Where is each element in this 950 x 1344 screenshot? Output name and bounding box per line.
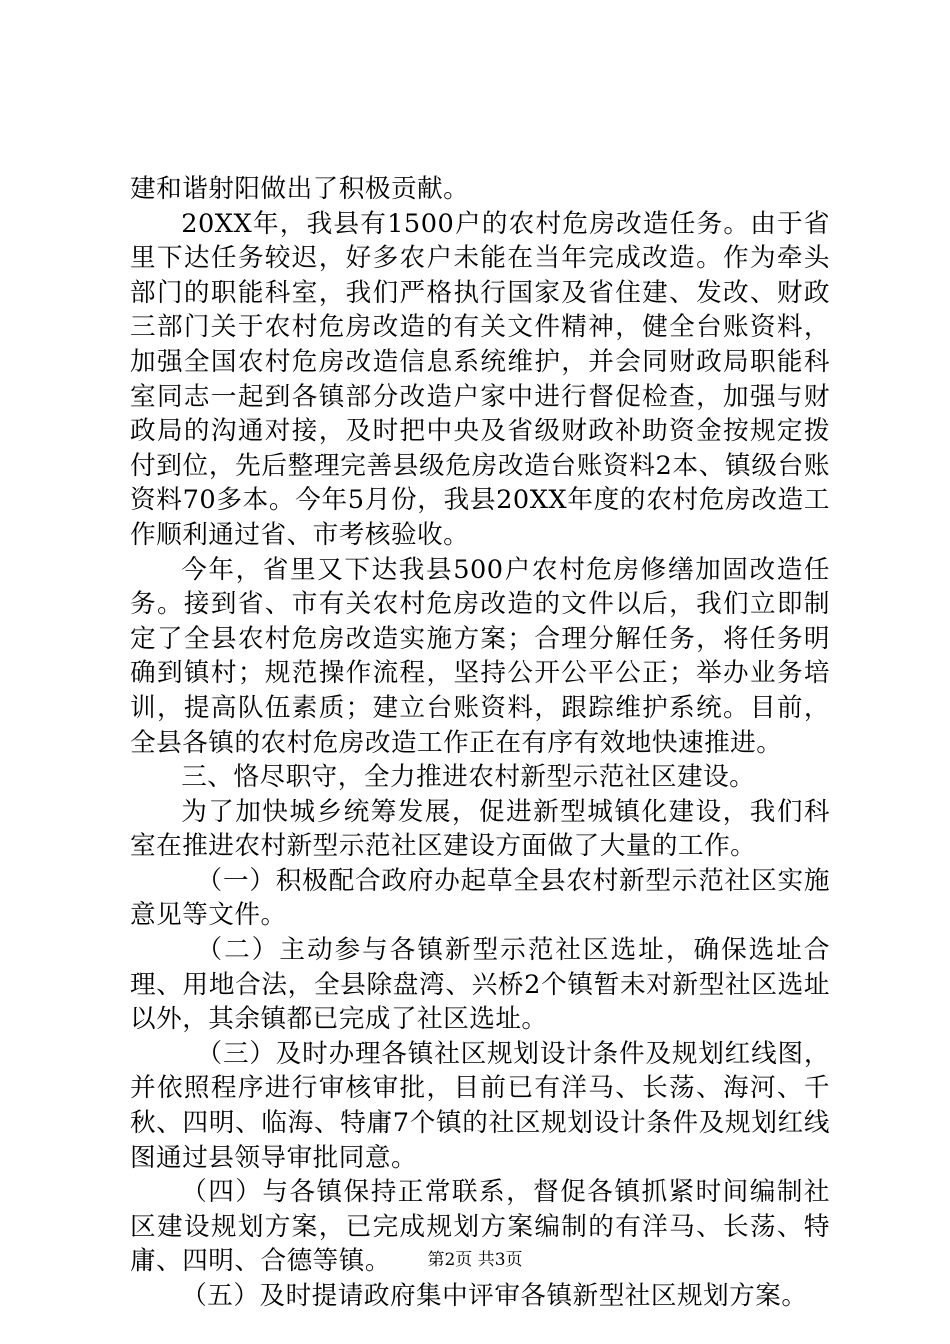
list-item-three: （三）及时办理各镇社区规划设计条件及规划红线图，并依照程序进行审核审批，目前已有洋马、长荡、海河、千秋、四明、临海、特庸7个镇的社区规划设计条件及规划红线图通过县领导审批同意。: [130, 1038, 830, 1173]
document-body: [130, 172, 830, 1314]
paragraph-community-intro: 为了加快城乡统筹发展，促进新型城镇化建设，我们科室在推进农村新型示范社区建设方面做了大量的工作。: [130, 796, 830, 862]
list-item-four: （四）与各镇保持正常联系，督促各镇抓紧时间编制社区建设规划方案，已完成规划方案编制的有洋马、长荡、特庸、四明、合德等镇。: [130, 1177, 830, 1277]
section-heading-three: 三、恪尽职守，全力推进农村新型示范社区建设。: [181, 762, 756, 793]
list-item-one: （一）积极配合政府办起草全县农村新型示范社区实施意见等文件。: [130, 865, 830, 931]
paragraph-continuation: 建和谐射阳做出了积极贡献。: [130, 174, 470, 204]
list-item-two: （二）主动参与各镇新型示范社区选址，确保选址合理、用地合法，全县除盘湾、兴桥2个镇暂未对新型社区选址以外，其余镇都已完成了社区选址。: [130, 935, 830, 1035]
paragraph-housing-renovation-this-year: 今年，省里又下达我县500户农村危房修缮加固改造任务。接到省、市有关农村危房改造的文件以后，我们立即制定了全县农村危房改造实施方案；合理分解任务，将任务明确到镇村；规范操作流程，坚持公开公平公正；举办业务培训，提高队伍素质；建立台账资料，跟踪维护系统。目前，全县各镇的农村危房改造工作正在有序有效地快速推进。: [130, 554, 830, 758]
list-item-five: （五）及时提请政府集中评审各镇新型社区规划方案。: [181, 1281, 808, 1311]
page-footer: 第2页 共3页: [427, 1250, 523, 1270]
paragraph-housing-renovation-last-year: 20XX年，我县有1500户的农村危房改造任务。由于省里下达任务较迟，好多农户未能在当年完成改造。作为牵头部门的职能科室，我们严格执行国家及省住建、发改、财政三部门关于农村危房改造的有关文件精神，健全台账资料，加强全国农村危房改造信息系统维护，并会同财政局职能科室同志一起到各镇部分改造户家中进行督促检查，加强与财政局的沟通对接，及时把中央及省级财政补助资金按规定拨付到位，先后整理完善县级危房改造台账资料2本、镇级台账资料70多本。今年5月份，我县20XX年度的农村危房改造工作顺利通过省、市考核验收。: [130, 208, 830, 550]
